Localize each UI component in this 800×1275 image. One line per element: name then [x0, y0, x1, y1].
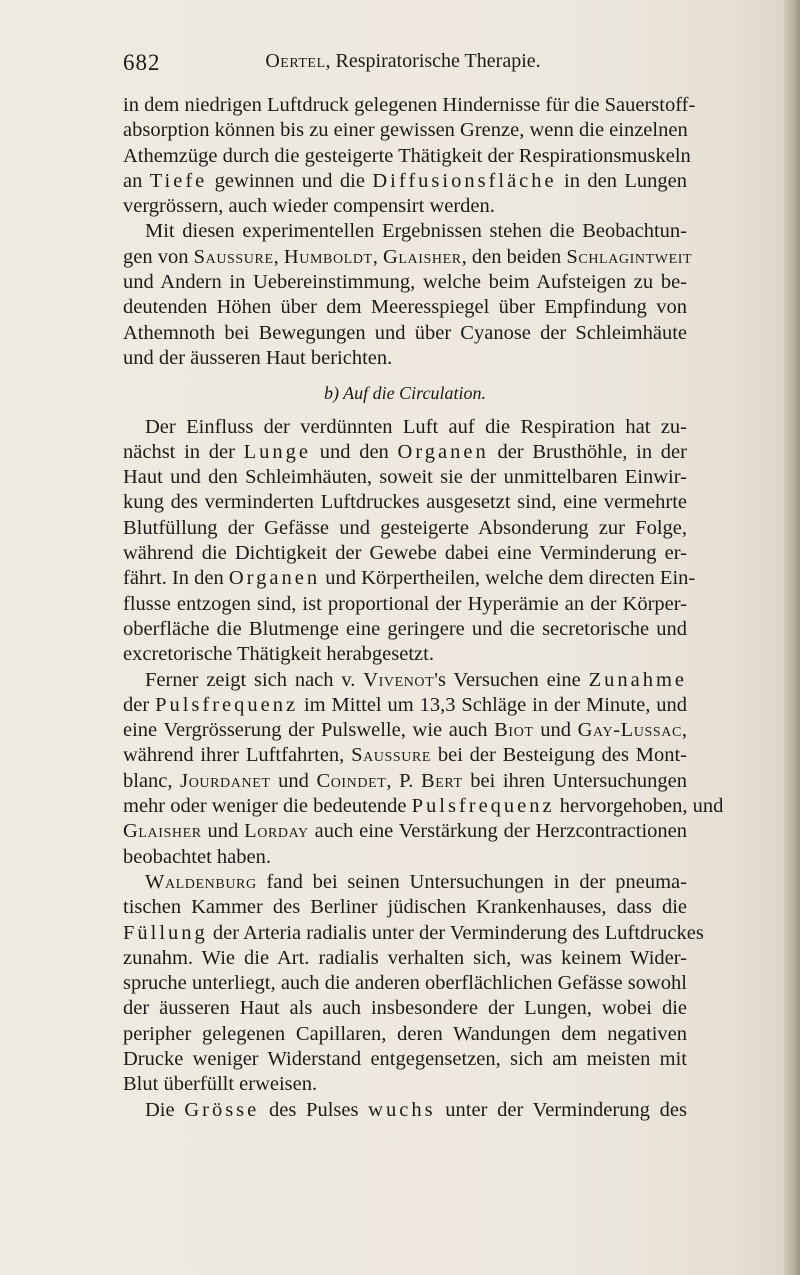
text-line: fährt. In den Organen und Körpertheilen, welche dem directen Ein-	[123, 567, 696, 590]
text-line: vergrössern, auch wieder compensirt werden.	[123, 195, 495, 218]
text-line: kung des verminderten Luftdruckes ausgesetzt sind, eine vermehrte	[123, 491, 687, 514]
page-gutter-shadow	[784, 0, 800, 1275]
text-line: der Pulsfrequenz im Mittel um 13,3 Schläge in der Minute, und	[123, 693, 687, 716]
text-line: b) Auf die Circulation.	[324, 383, 486, 404]
text-line: in dem niedrigen Luftdruck gelegenen Hindernisse für die Sauerstoff-	[123, 94, 696, 116]
running-head-text: Respiratorische Therapie.	[335, 50, 541, 72]
text-line: blanc, Jourdanet und Coindet, P. Bert bei ihren Untersuchungen	[123, 769, 687, 792]
text-line: eine Vergrösserung der Pulswelle, wie auch Biot und Gay-Lussac,	[123, 719, 688, 742]
running-head-title	[123, 50, 683, 73]
text-line: Athemzüge durch die gesteigerte Thätigkeit der Respirationsmuskeln	[123, 144, 691, 167]
text-line: absorption können bis zu einer gewissen Grenze, wenn die einzelnen	[123, 119, 688, 142]
text-line: Füllung der Arteria radialis unter der Verminderung des Luftdruckes	[123, 921, 704, 944]
text-line: und Andern in Uebereinstimmung, welche beim Aufsteigen zu be-	[123, 271, 687, 294]
text-line: an Tiefe gewinnen und die Diffusionsfläche in den Lungen	[123, 169, 687, 192]
text-line: oberfläche die Blutmenge eine geringere und die secretorische und	[123, 617, 687, 640]
body-text	[123, 93, 724, 1123]
running-head-author: Oertel	[265, 50, 326, 72]
text-line: flusse entzogen sind, ist proportional der Hyperämie an der Körper-	[123, 592, 687, 615]
text-line: zunahm. Wie die Art. radialis verhalten sich, was keinem Wider-	[123, 946, 687, 969]
text-line: Haut und den Schleimhäuten, soweit sie der unmittelbaren Einwir-	[123, 466, 687, 489]
text-line: Glaisher und Lorday auch eine Verstärkung der Herzcontractionen	[123, 820, 688, 843]
text-line: während ihrer Luftfahrten, Saussure bei der Besteigung des Mont-	[123, 744, 687, 767]
text-line: Drucke weniger Widerstand entgegensetzen, sich am meisten mit	[123, 1047, 687, 1070]
text-line: Der Einfluss der verdünnten Luft auf die Respiration hat zu-	[145, 415, 687, 438]
running-head-separator: ,	[325, 50, 336, 72]
text-line: und der äusseren Haut berichten.	[123, 346, 393, 369]
text-line: Blut überfüllt erweisen.	[123, 1073, 318, 1096]
text-line: spruche unterliegt, auch die anderen oberflächlichen Gefässe sowohl	[123, 972, 687, 995]
text-line: excretorische Thätigkeit herabgesetzt.	[123, 643, 434, 666]
text-line: beobachtet haben.	[123, 845, 271, 868]
text-line: gen von Saussure, Humboldt, Glaisher, den beiden Schlagintweit	[123, 245, 693, 268]
text-line: Mit diesen experimentellen Ergebnissen stehen die Beobachtun-	[145, 220, 687, 243]
text-line: Waldenburg fand bei seinen Untersuchungen in der pneuma-	[145, 870, 687, 893]
text-line: nächst in der Lunge und den Organen der Brusthöhle, in der	[123, 440, 687, 463]
running-header	[123, 50, 683, 80]
page-number: 682	[123, 50, 161, 75]
text-line: Ferner zeigt sich nach v. Vivenot's Versuchen eine Zunahme	[145, 668, 687, 691]
text-line: Die Grösse des Pulses wuchs unter der Verminderung des	[145, 1098, 687, 1121]
text-line: Blutfüllung der Gefässe und gesteigerte Absonderung zur Folge,	[123, 516, 687, 539]
text-line: während die Dichtigkeit der Gewebe dabei eine Verminderung er-	[123, 542, 687, 565]
text-line: peripher gelegenen Capillaren, deren Wandungen dem negativen	[123, 1022, 687, 1045]
text-line: mehr oder weniger die bedeutende Pulsfrequenz hervorgehoben, und	[123, 795, 724, 818]
text-line: der äusseren Haut als auch insbesondere der Lungen, wobei die	[123, 997, 687, 1020]
text-line: tischen Kammer des Berliner jüdischen Krankenhauses, dass die	[123, 896, 687, 919]
text-line: deutenden Höhen über dem Meeresspiegel über Empfindung von	[123, 296, 687, 319]
text-line: Athemnoth bei Bewegungen und über Cyanose der Schleimhäute	[123, 321, 687, 344]
